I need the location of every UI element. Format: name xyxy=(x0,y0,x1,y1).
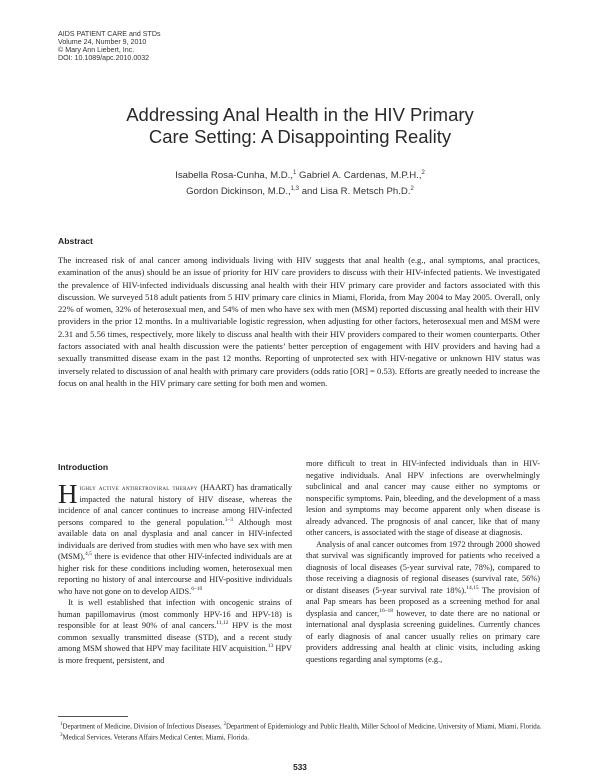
paragraph-text: (HAART) has dramatically impacted the natural history of HIV disease, whereas the incidence of anal cancer continues to increase among HIV-infected persons compared to the general population. xyxy=(58,483,292,527)
footnote-affiliation-3 xyxy=(58,731,542,742)
journal-doi: DOI: 10.1089/apc.2010.0032 xyxy=(58,54,150,63)
author-affiliation-mark: 2 xyxy=(410,185,414,192)
author-separator: and xyxy=(301,185,318,197)
body-column-left xyxy=(58,479,293,666)
intro-paragraph-1 xyxy=(58,479,293,597)
footnote-mark: 3 xyxy=(60,733,63,739)
paragraph-text: however, to date there are no national or international anal dysplasia screening guidelines. Currently chances of early diagnosis of anal cancer usually relies on primary care providers addressing anal health at clinic visits, including asking questions regarding anal symptoms (e.g., xyxy=(306,608,540,664)
paragraph-text: Although most available data on anal dysplasia and anal cancer in HIV-infected individuals are derived from studies with men who have sex with men (MSM), xyxy=(58,517,293,561)
small-caps-lead: ighly active antiretroviral therapy xyxy=(79,483,198,492)
citation: 6–10 xyxy=(191,585,203,592)
footnote-mark: 2 xyxy=(223,722,226,727)
author-metsch: Lisa R. Metsch Ph.D. xyxy=(320,185,411,197)
title-line-2: Care Setting: A Disappointing Reality xyxy=(148,126,452,147)
author-affiliation-mark: 1,3 xyxy=(290,185,300,192)
introduction-heading: Introduction xyxy=(58,462,109,472)
paragraph-text: HPV is more frequent, persistent, and xyxy=(58,644,292,665)
author-affiliation-mark: 1 xyxy=(293,170,297,176)
paper-title xyxy=(60,104,540,148)
page-number: 533 xyxy=(293,762,307,772)
footnotes xyxy=(58,720,542,743)
footnote-text: Department of Epidemiology and Public Health, Miller School of Medicine, University of Miami, Miami, Florida. xyxy=(225,723,542,731)
journal-header xyxy=(58,30,161,62)
footnote-divider xyxy=(58,716,128,717)
author-affiliation-mark: 2 xyxy=(421,170,425,176)
intro-paragraph-4 xyxy=(306,539,540,666)
paragraph-text: It is well established that infection with oncogenic strains of human papillomavirus (most commonly HPV-16 and HPV-18) is responsible for at least 90% of anal cancers. xyxy=(58,598,292,630)
citation: 1–3 xyxy=(224,516,233,523)
journal-copyright: © Mary Ann Liebert, Inc. xyxy=(58,46,135,55)
footnote-affiliations-1-2 xyxy=(58,720,542,731)
author-list xyxy=(60,167,540,198)
paragraph-text: there is evidence that other HIV-infected individuals are at higher risk for these conditions including women, heterosexual men reporting no history of anal intercourse and HIV-positive individuals who have not gone on to develop AIDS. xyxy=(58,552,292,596)
paragraph-text: Analysis of anal cancer outcomes from 1972 through 2000 showed that survival was significantly improved for patients who received a diagnosis of local diseases (5-year survival rate, 78%), compared to those receiving a diagnosis of regional diseases (survival rate, 56%) or distant diseases (5-year survival rate 18%). xyxy=(306,539,540,595)
title-line-1: Addressing Anal Health in the HIV Primary xyxy=(126,104,474,125)
abstract-text: The increased risk of anal cancer among individuals living with HIV suggests that anal health (e.g., anal symptoms, anal practices, examination of the anus) should be an issue of priority for HIV care providers to discuss with their HIV-infected patients. We investigated the prevalence of HIV-infected individuals discussing anal health with their HIV primary care provider and factors associated with this discussion. We surveyed 518 adult patients from 5 HIV primary care clinics in Miami, Florida, from May 2004 to May 2005. Overall, only 22% of women, 32% of heterosexual men, and 54% of men who have sex with men (MSM) reported discussing anal health with their HIV providers in the prior 12 months. In a multivariable logistic regression, when adjusting for other factors, heterosexual men and MSM were 2.31 and 5.56 times, respectively, more likely to discuss anal health with their HIV providers compared to their women counterparts. Other factors associated with anal health discussion were the patients’ better perception of engagement with HIV providers and having had a sexually transmitted disease exam in the past 12 months. Reporting of unprotected sex with HIV-negative or unknown HIV status was inversely related to discussion of anal health with primary care providers (odds ratio [OR] = 0.53). Efforts are greatly needed to increase the focus on anal health in the HIV primary care setting for both men and women. xyxy=(58,255,540,388)
citation: 16–18 xyxy=(379,607,393,614)
author-rosa-cunha: Isabella Rosa-Cunha, M.D., xyxy=(175,170,293,182)
author-cardenas: Gabriel A. Cardenas, M.P.H., xyxy=(299,170,422,182)
footnote-mark: 1 xyxy=(60,722,63,727)
author-dickinson: Gordon Dickinson, M.D., xyxy=(186,185,291,197)
footnote-text: Department of Medicine, Division of Infectious Diseases, xyxy=(62,723,222,731)
citation: 11,12 xyxy=(216,620,229,627)
intro-paragraph-3: more difficult to treat in HIV-infected individuals than in HIV-negative individuals. Anal HPV infections are overwhelmingly subclinical and anal cancer may cause either no symptoms or nonspecific symptoms. Pain, bleeding, and the development of a mass lesion and symptoms may become apparent only when disease is already advanced. The prognosis of anal cancer, like that of many other cancers, is associated with the stage of disease at diagnosis. xyxy=(306,459,540,537)
citation: 13 xyxy=(267,643,274,650)
paragraph-text: The provision of anal Pap smears has been proposed as a screening method for anal dysplasia and cancer, xyxy=(306,585,540,618)
abstract-heading: Abstract xyxy=(58,236,93,246)
body-column-right xyxy=(306,458,540,665)
intro-paragraph-2 xyxy=(58,597,292,666)
citation: 4,5 xyxy=(84,551,92,558)
paragraph-text: HPV is the most common sexually transmitted disease (STD), and a recent study among MSM showed that HPV may facilitate HIV acquisition. xyxy=(58,621,292,653)
journal-name: AIDS PATIENT CARE and STDs xyxy=(58,30,161,38)
drop-cap: H xyxy=(58,479,78,509)
journal-volume: Volume 24, Number 9, 2010 xyxy=(58,38,147,47)
footnote-text: Medical Services, Veterans Affairs Medical Center, Miami, Florida. xyxy=(62,734,249,742)
citation: 14,15 xyxy=(466,584,479,591)
